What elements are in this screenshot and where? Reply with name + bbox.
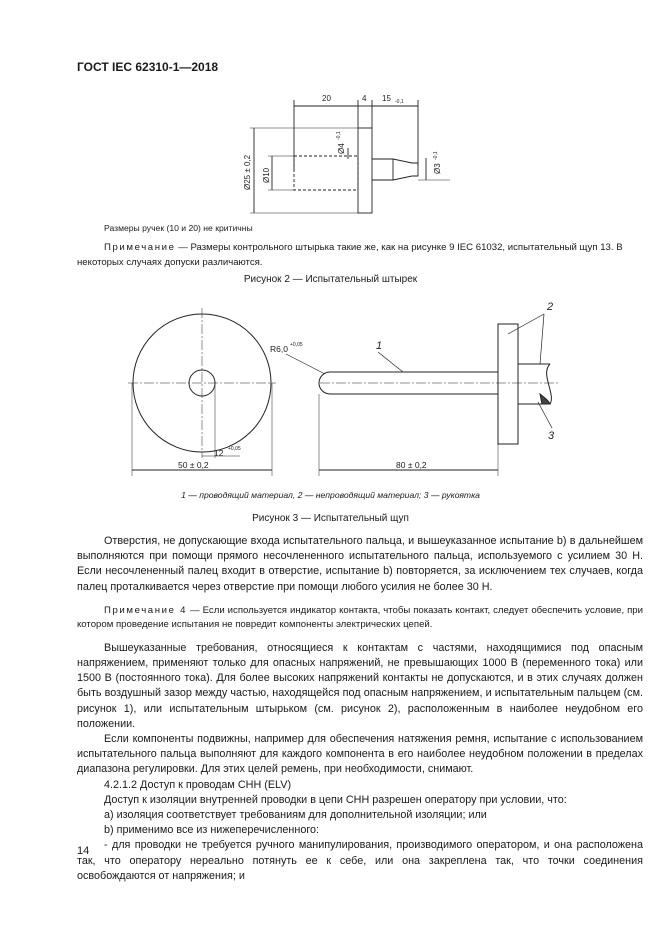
dim-50: 50 ± 0,2 [178, 460, 209, 470]
dim-25: Ø25 ± 0,2 [243, 154, 252, 190]
list-item: b) применимо все из нижеперечисленного: [104, 824, 320, 837]
figure-2-note [77, 240, 643, 270]
dim-15: 15 [382, 94, 391, 103]
callout-3: 3 [548, 430, 555, 442]
figure-2-caption: Рисунок 2 — Испытательный штырек [243, 274, 418, 285]
dim-d3: Ø3 [433, 163, 442, 174]
body-text [77, 534, 643, 884]
list-item: - для проводки не требуется ручного манипулирования, производимого оператором, и она расположена так, что оператору нереально потянуть ее к себе, или она закреплена так, что точки соединения освобождаются от напряжения; и [77, 839, 643, 882]
handles-note: Размеры ручек (10 и 20) не критичны [104, 223, 253, 233]
dim-15-tol: -0,1 [395, 99, 404, 105]
list-item: a) изоляция соответствует требованиям для дополнительной изоляции; или [104, 809, 487, 822]
note-4 [77, 604, 643, 632]
note-4-label: Примечание 4 [104, 604, 188, 616]
dim-12-tol: +0,05 [228, 446, 241, 452]
figure-2-drawing [230, 88, 460, 218]
callout-2: 2 [547, 301, 554, 313]
dim-12: 12 [214, 448, 224, 458]
paragraph: Доступ к изоляции внутренней проводки в цепи СНН разрешен оператору при условии, что: [104, 793, 567, 806]
dim-d4: Ø4 [337, 143, 346, 154]
r6-label: R6,0 [270, 344, 288, 354]
paragraph: Отверстия, не допускающие входа испытательного пальца, и вышеуказанное испытание b) в дальнейшем выполняются при помощи прямого несочлененного испытательного пальца, используемого с усилием 30 Н. Если несочлененный палец входит в отверстие, испытание b) повторяется, за исключением тех случаев, когда палец проталкивается через отверстие при помощи любого усилия не более 30 Н. [77, 535, 643, 593]
note-label: Примечание [104, 242, 176, 253]
dim-20: 20 [322, 94, 331, 103]
dim-d10: Ø10 [262, 167, 271, 183]
dim-d3-tol: -0,1 [433, 151, 439, 160]
callout-1: 1 [376, 340, 383, 352]
r6-tol: +0,05 [290, 342, 303, 348]
figure-3-caption: Рисунок 3 — Испытательный щуп [252, 513, 409, 524]
page-number: 14 [77, 845, 90, 857]
section-heading: 4.2.1.2 Доступ к проводам СНН (ELV) [104, 778, 292, 791]
paragraph: Если компоненты подвижны, например для обеспечения натяжения ремня, испытание с использованием испытательного пальца выполняют для каждого компонента в его наиболее неудобном положении в пределах диапазона регулировки. Для этих целей ремень, при необходимости, снимают. [77, 733, 643, 776]
dim-4: 4 [362, 94, 367, 103]
dim-d4-tol: -0,1 [336, 131, 342, 140]
figure-3-legend: 1 — проводящий материал, 2 — непроводящий материал; 3 — рукоятка [181, 490, 480, 500]
note-text: — Размеры контрольного штырька такие же, как на рисунке 9 IEC 61032, испытательный щуп 13. В некоторых случаях допуски различаются. [77, 242, 623, 268]
paragraph: Вышеуказанные требования, относящиеся к контактам с частями, находящимися под опасным напряжением, применяют только для опасных напряжений, не превышающих 1000 В (переменного тока) или 1500 В (постоянного тока). Для более высоких напряжений контакты не допускаются, и в этих случаях должен быть воздушный зазор между частью, находящейся под опасным напряжением, и испытательным пальцем (см. рисунок 1), или испытательным штырьком (см. рисунок 2), расположенным в наиболее неудобном его положении. [77, 641, 643, 730]
note-4-text: — Если используется индикатор контакта, чтобы показать контакт, следует обеспечить условие, при котором проведение испытания не повредит компоненты электрических цепей. [77, 604, 644, 630]
document-header: ГОСТ IEC 62310-1—2018 [77, 60, 219, 74]
dim-80: 80 ± 0,2 [396, 460, 427, 470]
figure-3-drawing [120, 294, 590, 476]
